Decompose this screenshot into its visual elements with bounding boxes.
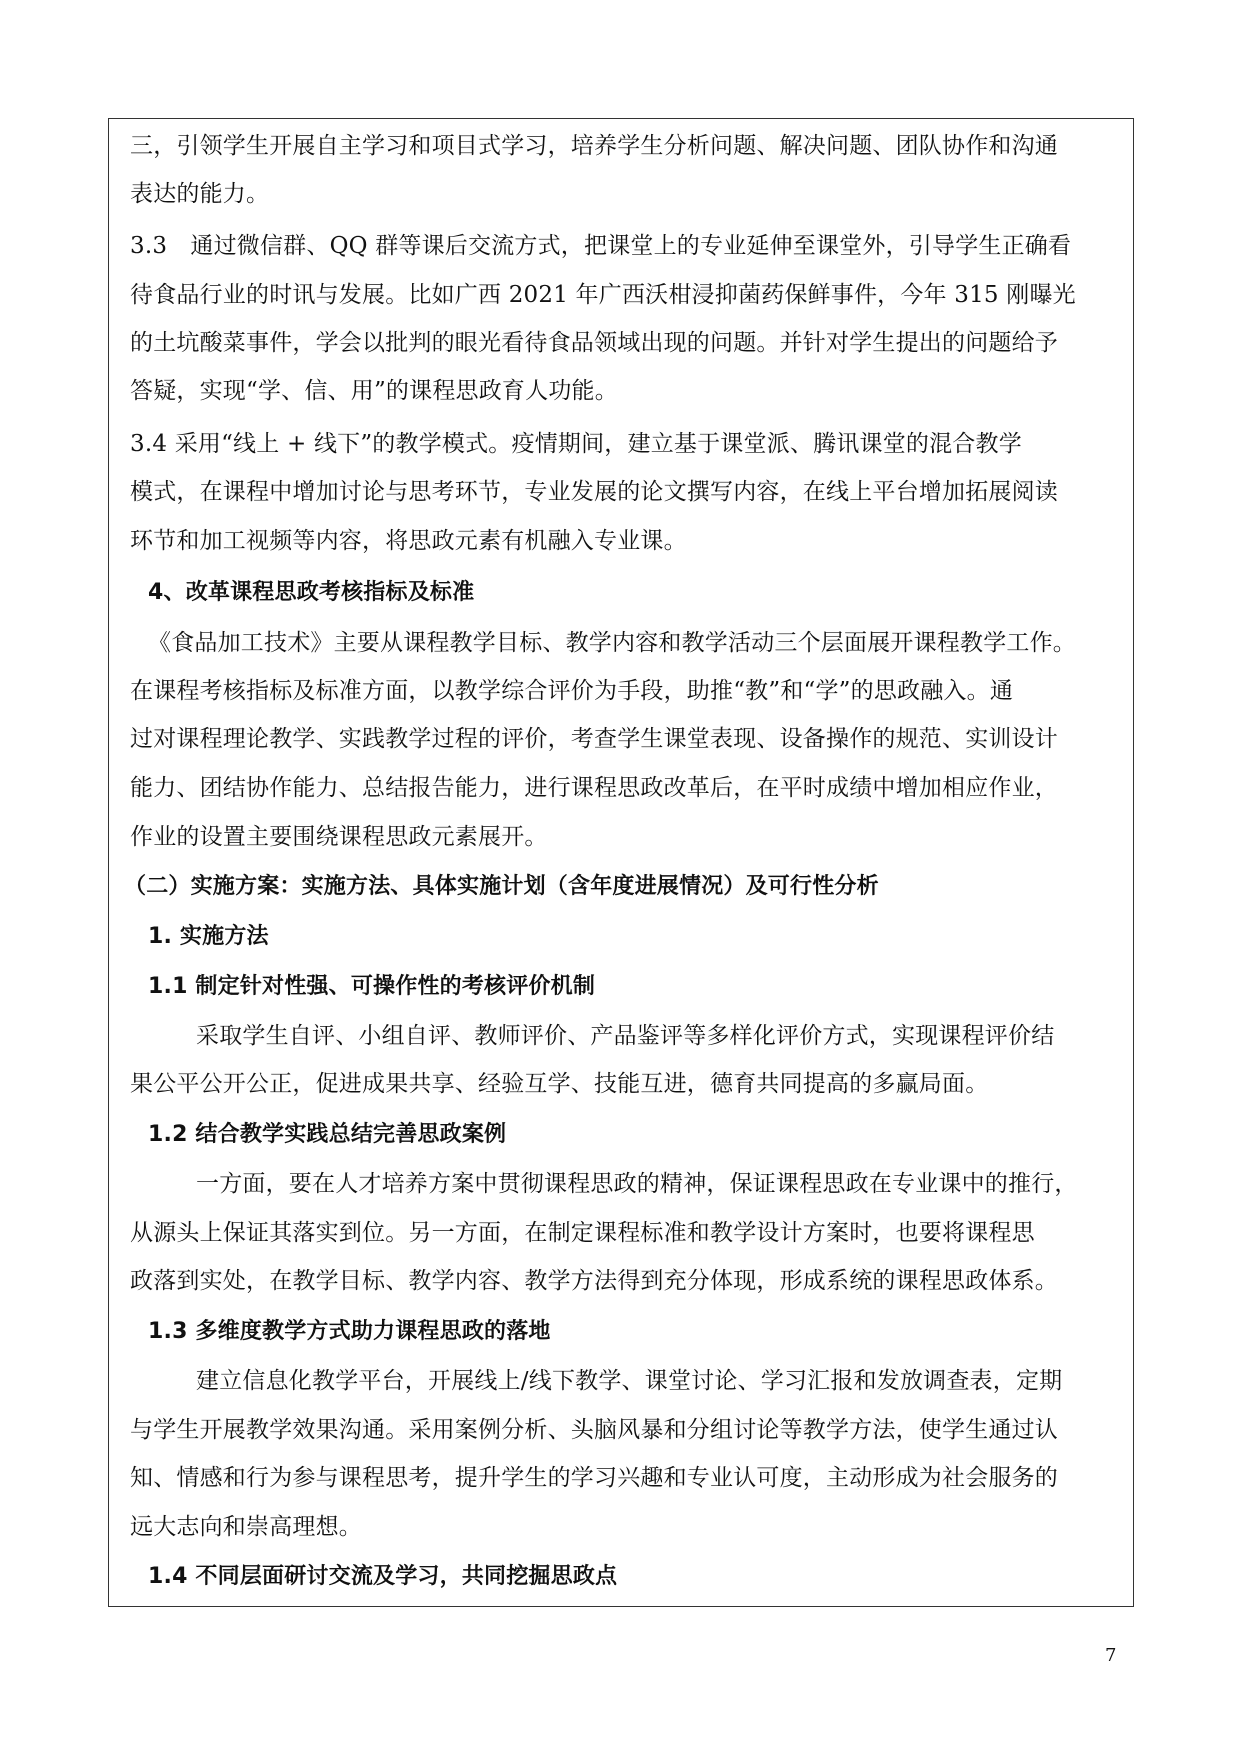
subsection-heading: 1.3 多维度教学方式助力课程思政的落地 — [148, 1319, 551, 1344]
page-number: 7 — [1105, 1645, 1117, 1666]
subsection-heading: 1. 实施方法 — [148, 924, 269, 949]
body-line: 建立信息化教学平台，开展线上/线下教学、课堂讨论、学习汇报和发放调查表，定期 — [196, 1368, 1063, 1394]
body-line: 采取学生自评、小组自评、教师评价、产品鉴评等多样化评价方式，实现课程评价结 — [196, 1023, 1055, 1049]
body-line: 3.3 通过微信群、QQ 群等课后交流方式，把课堂上的专业延伸至课堂外，引导学生正确看 — [130, 233, 1072, 259]
subsection-heading: 1.1 制定针对性强、可操作性的考核评价机制 — [148, 974, 596, 999]
body-line: 答疑，实现“学、信、用”的课程思政育人功能。 — [130, 378, 618, 404]
section-heading: （二）实施方案：实施方法、具体实施计划（含年度进展情况）及可行性分析 — [124, 874, 879, 899]
body-line: 过对课程理论教学、实践教学过程的评价，考查学生课堂表现、设备操作的规范、实训设计 — [130, 726, 1058, 752]
body-line: 一方面，要在人才培养方案中贯彻课程思政的精神，保证课程思政在专业课中的推行， — [196, 1171, 1078, 1197]
body-line: 待食品行业的时讯与发展。比如广西 2021 年广西沃柑浸抑菌药保鲜事件，今年 315 刚曝光 — [130, 282, 1076, 308]
section-heading: 4、改革课程思政考核指标及标准 — [148, 580, 475, 605]
body-line: 从源头上保证其落实到位。另一方面，在制定课程标准和教学设计方案时，也要将课程思 — [130, 1220, 1035, 1246]
body-line: 三，引领学生开展自主学习和项目式学习，培养学生分析问题、解决问题、团队协作和沟通 — [130, 133, 1058, 159]
body-line: 环节和加工视频等内容，将思政元素有机融入专业课。 — [130, 528, 687, 554]
body-line: 政落到实处，在教学目标、教学内容、教学方法得到充分体现，形成系统的课程思政体系。 — [130, 1268, 1058, 1294]
body-line: 果公平公开公正，促进成果共享、经验互学、技能互进，德育共同提高的多赢局面。 — [130, 1071, 989, 1097]
body-line: 表达的能力。 — [130, 181, 270, 207]
body-line: 远大志向和崇高理想。 — [130, 1514, 362, 1540]
body-line: 知、情感和行为参与课程思考，提升学生的学习兴趣和专业认可度，主动形成为社会服务的 — [130, 1465, 1058, 1491]
body-line: 在课程考核指标及标准方面，以教学综合评价为手段，助推“教”和“学”的思政融入。通 — [130, 678, 1014, 704]
subsection-heading: 1.2 结合教学实践总结完善思政案例 — [148, 1122, 507, 1147]
body-line: 《食品加工技术》主要从课程教学目标、教学内容和教学活动三个层面展开课程教学工作。 — [148, 630, 1076, 656]
body-line: 作业的设置主要围绕课程思政元素展开。 — [130, 824, 548, 850]
body-line: 的土坑酸菜事件，学会以批判的眼光看待食品领域出现的问题。并针对学生提出的问题给予 — [130, 330, 1058, 356]
body-line: 模式，在课程中增加讨论与思考环节，专业发展的论文撰写内容，在线上平台增加拓展阅读 — [130, 479, 1058, 505]
body-line: 与学生开展教学效果沟通。采用案例分析、头脑风暴和分组讨论等教学方法，使学生通过认 — [130, 1417, 1058, 1443]
body-line: 能力、团结协作能力、总结报告能力，进行课程思政改革后，在平时成绩中增加相应作业， — [130, 775, 1058, 801]
body-line: 3.4 采用“线上 + 线下”的教学模式。疫情期间，建立基于课堂派、腾讯课堂的混合教学 — [130, 431, 1022, 457]
subsection-heading: 1.4 不同层面研讨交流及学习，共同挖掘思政点 — [148, 1564, 618, 1589]
